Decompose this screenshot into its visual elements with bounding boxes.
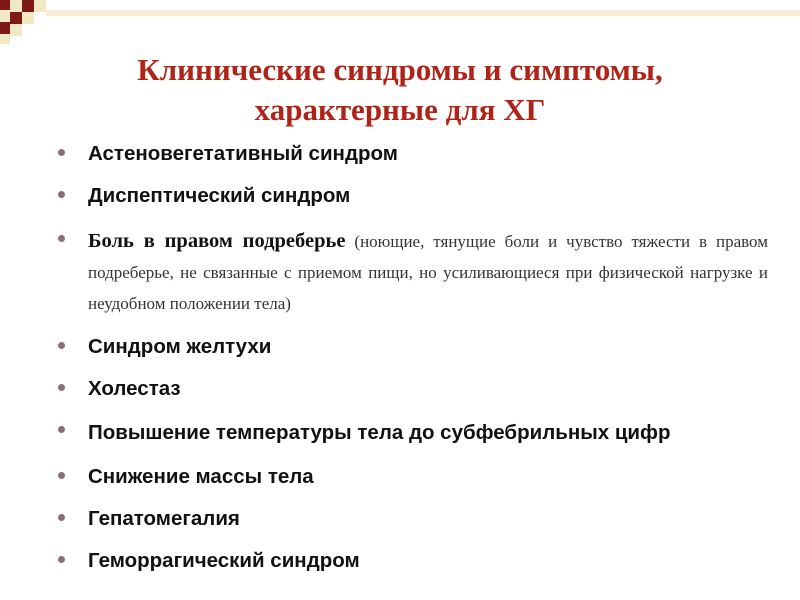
bullet-icon [58, 384, 65, 391]
list-item-label: Гепатомегалия [88, 507, 240, 530]
list-item-label: Боль в правом подреберье [88, 230, 346, 252]
list-item-label: Повышение температуры тела до субфебрильных цифр [88, 421, 671, 444]
list-item [58, 226, 768, 319]
slide-title-line-1: Клинические синдромы и симптомы, [137, 52, 663, 87]
bullet-icon [58, 426, 65, 433]
list-item-label: Синдром желтухи [88, 335, 272, 358]
bullet-icon [58, 149, 65, 156]
list-item [58, 505, 768, 533]
list-item [58, 333, 768, 361]
list-item [58, 182, 768, 210]
list-item-label: Астеновегетативный синдром [88, 142, 398, 165]
symptom-list [58, 140, 768, 575]
list-item [58, 375, 768, 403]
list-item-label: Холестаз [88, 377, 181, 400]
list-item [58, 417, 768, 449]
list-item-label: Диспептический синдром [88, 184, 351, 207]
list-item [58, 140, 768, 168]
list-item-note: (ноющие, тянущие боли и чувство тяжести в правом подреберье, не связанные с приемом пищи, но усиливающиеся при физической нагрузке и неудобном положении тела) [88, 232, 768, 313]
list-item [58, 547, 768, 575]
bullet-icon [58, 472, 65, 479]
list-item-label: Геморрагический синдром [88, 549, 360, 572]
slide-title-line-2: характерные для ХГ [254, 92, 546, 127]
list-item [58, 463, 768, 491]
bullet-icon [58, 235, 65, 242]
list-item-label: Снижение массы тела [88, 465, 314, 488]
slide-title [40, 50, 760, 130]
bullet-icon [58, 556, 65, 563]
bullet-icon [58, 191, 65, 198]
bullet-icon [58, 342, 65, 349]
bullet-icon [58, 514, 65, 521]
